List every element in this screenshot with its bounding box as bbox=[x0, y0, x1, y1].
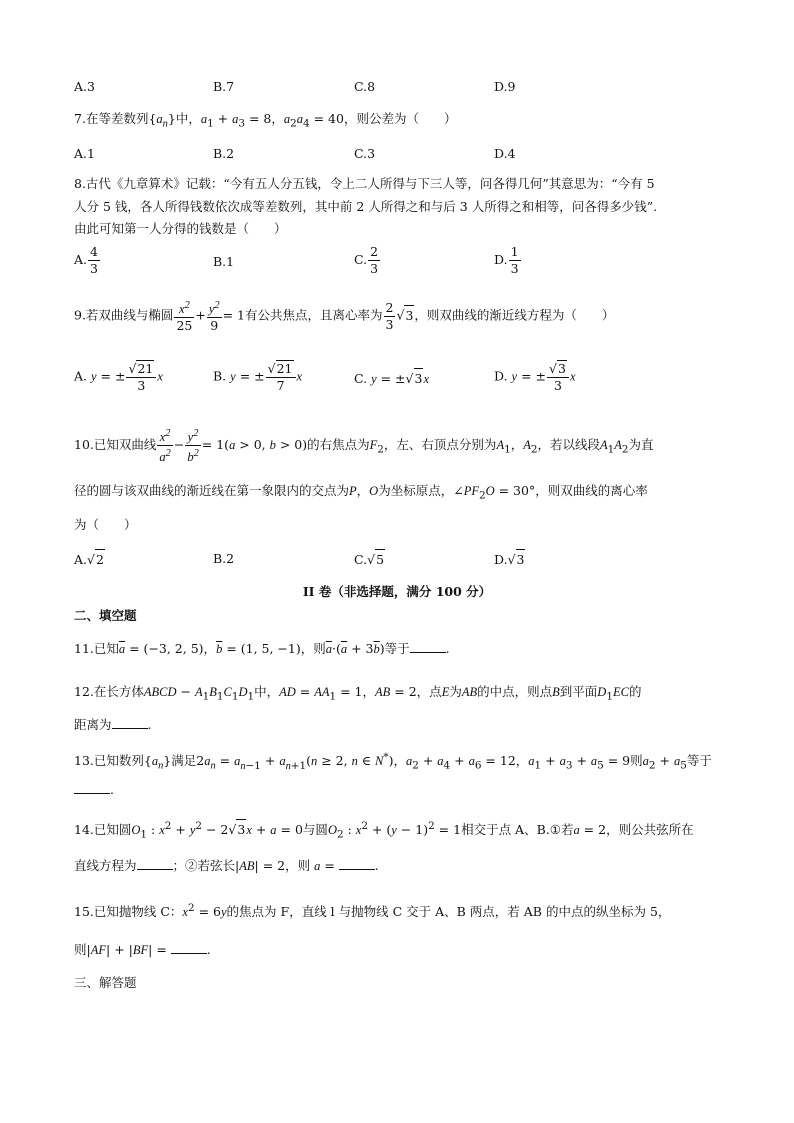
q10-option-c: C.√5 bbox=[354, 549, 385, 570]
question-11: 11.已知$\overline{a} = (-3$, 2, 5)，$\overline{b} = (1$, 5, −1)，则$\overline{a}\cdot(\overline{a} + 3\overline{b})$等于 . bbox=[74, 641, 450, 656]
part-2-title: II 卷（非选择题，满分 100 分） bbox=[302, 584, 492, 599]
section-fill-in: 二、填空题 bbox=[74, 608, 137, 623]
q9-option-d: D. y = ± $\frac{√3}{3}$ x bbox=[494, 361, 576, 393]
q7-option-c: C.3 bbox=[354, 146, 376, 161]
q9-option-b: B. y = ± $\frac{√21}{7}$ x bbox=[213, 361, 303, 393]
q13-line-2: . bbox=[74, 780, 114, 800]
question-15: 15.已知抛物线 C：$x^2 = 6y$的焦点为 F，直线 l 与抛物线 C 交于 A、B 两点，若 AB 的中点的纵坐标为 5， bbox=[74, 902, 671, 920]
q10-option-b: B.2 bbox=[213, 551, 235, 566]
q14-line-2: 直线方程为 ；②若弦长|AB| = 2，则 a = . bbox=[74, 858, 379, 873]
q7-text-4: ，则公差为（ ） bbox=[343, 111, 457, 126]
q7-option-d: D.4 bbox=[494, 146, 516, 161]
question-12: 12.在长方体ABCD − $A_1B_1C_1D_1$中，AD = $AA_1 = 1$，AB = 2，点E为AB的中点，则点B到平面$D_1EC$的 bbox=[74, 684, 642, 703]
q10-option-a: A.√2 bbox=[74, 549, 105, 570]
q9-option-c: C. y = ±√3x bbox=[354, 368, 429, 389]
q10-line-2: 径的圆与该双曲线的渐近线在第一象限内的交点为P，O为坐标原点，$\angle PF_2O = 30^\circ$，则双曲线的离心率 bbox=[74, 483, 648, 502]
q10-option-d: D.√3 bbox=[494, 549, 525, 570]
question-13: 13.已知数列$\{a_n\}$满足$2a_n = a_{n-1} + a_{n+1}(n \ge 2$, n ∈ N*)，$a_2 + a_4 + a_6 = 12$，$a_1 + a_3 + a_5 = 9$则$a_2 + a_5$等于 bbox=[74, 751, 712, 772]
q7-option-a: A.1 bbox=[74, 146, 95, 161]
question-14: 14.已知圆$O_1$ : $x^2 + y^2 - 2√3x + a = 0$与圆$O_2$ : $x^2 + (y - 1)^2 = 1$相交于点 A、B.①若a = 2，则公共弦所在 bbox=[74, 820, 694, 841]
q6-option-d: D.9 bbox=[494, 79, 516, 94]
q7-num: 7. bbox=[74, 111, 86, 126]
q8-option-a: A. $\frac{4}{3}$ bbox=[74, 244, 98, 276]
q6-option-b: B.7 bbox=[213, 79, 235, 94]
q8-line-1: 8.古代《九章算术》记载：“今有五人分五钱，令上二人所得与下三人等，问各得几何”其意思为：“今有 5 bbox=[74, 176, 655, 191]
q8-line-2: 人分 5 钱，各人所得钱数依次成等差数列，其中前 2 人所得之和与后 3 人所得之和相等，问各得多少钱”. bbox=[74, 199, 658, 214]
q8-option-c: C. $\frac{2}{3}$ bbox=[354, 244, 379, 276]
q9-option-a: A. y = ± $\frac{√21}{3}$ x bbox=[74, 361, 163, 393]
q7-text-2: 中， bbox=[175, 111, 201, 126]
question-9: 9.若双曲线与椭圆 $\frac{x^2}{25}$ + $\frac{y^2}{9}$ = 1有公共焦点，且离心率为 $\frac{2}{3}$ √3，则双曲线的渐近线方程为（ ） bbox=[74, 299, 615, 334]
q6-option-a: A.3 bbox=[74, 79, 95, 94]
q8-option-d: D. $\frac{1}{3}$ bbox=[494, 244, 519, 276]
q6-option-c: C.8 bbox=[354, 79, 376, 94]
q7-text-3: ， bbox=[271, 111, 284, 126]
q10-line-3: 为（ ） bbox=[74, 517, 137, 532]
q8-option-b: B.1 bbox=[213, 254, 235, 269]
q15-line-2: 则|AF| + |BF| = . bbox=[74, 942, 211, 957]
section-solutions: 三、解答题 bbox=[74, 975, 137, 990]
q7-option-b: B.2 bbox=[213, 146, 235, 161]
q12-line-2: 距离为 . bbox=[74, 717, 152, 732]
q8-line-3: 由此可知第一人分得的钱数是（ ） bbox=[74, 221, 287, 236]
q7-text: 在等差数列 bbox=[85, 111, 149, 126]
q10-line-1: 10.已知双曲线 $\frac{x^2}{a^2}$ − $\frac{y^2}{b^2}$ = 1(a > 0, b > 0)的右焦点为$F_2$，左、右顶点分别为$A_1$，$A_2$，若以线段$A_1A_2$为直 bbox=[74, 428, 654, 465]
question-7: 7.在等差数列$\{a_n\}$中，$a_1 + a_3 = 8$，$a_2a_4 = 40$，则公差为（ ） bbox=[74, 111, 457, 130]
